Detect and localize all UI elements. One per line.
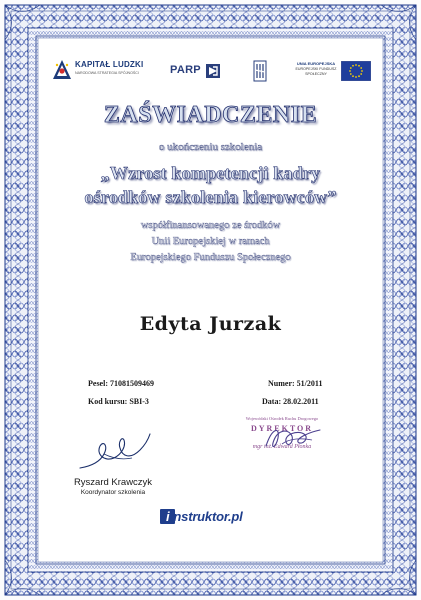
stamp-institution: Wojewódzki Ośrodek Ruchu Drogowego <box>245 416 319 421</box>
stamp-position: DYREKTOR <box>250 424 314 433</box>
kapital-ludzki-logo <box>52 59 162 87</box>
instruktor-logo-initial: i <box>166 509 170 524</box>
course-title-line-2: ośrodków szkolenia kierowców” <box>84 187 337 207</box>
certificate-number-field: Numer: 51/2011 <box>268 379 323 388</box>
eu-logo-title: UNIA EUROPEJSKA <box>296 61 336 66</box>
kapital-ludzki-subtitle: NARODOWA STRATEGIA SPÓJNOŚCI <box>75 71 139 75</box>
coordinator-signature <box>74 428 154 476</box>
parp-logo-text: PARP <box>170 64 201 76</box>
cofinanced-line-3: Europejskiego Funduszu Społecznego <box>130 252 291 263</box>
coordinator-role: Koordynator szkolenia <box>80 489 146 496</box>
eu-logo-subtitle: EUROPEJSKI FUNDUSZ SPOŁECZNY <box>295 67 337 76</box>
emblem-logo-icon <box>253 60 267 82</box>
instruktor-logo-text <box>166 509 243 524</box>
instruktor-logo-label <box>166 509 243 524</box>
cofinanced-line-2: Unii Europejskiej w ramach <box>151 236 270 247</box>
stamp-person: mgr inż. Edward Płonka <box>252 444 312 450</box>
certificate-title: ZAŚWIADCZENIE <box>103 102 318 128</box>
course-title-line-1: „Wzrost kompetencji kadry <box>100 163 321 183</box>
kapital-ludzki-mark-icon <box>52 59 72 81</box>
instruktor-logo <box>160 507 264 527</box>
parp-logo <box>170 63 230 81</box>
instruktor-logo-rest: nstruktor.pl <box>173 509 243 524</box>
course-code-field: Kod kursu: SBI-3 <box>88 397 149 406</box>
kapital-ludzki-title: KAPITAŁ LUDZKI <box>75 60 144 69</box>
eu-flag-icon <box>341 61 371 81</box>
coordinator-name: Ryszard Krawczyk <box>73 477 153 488</box>
director-signature <box>258 424 328 454</box>
certificate-subtitle: o ukończeniu szkolenia <box>158 141 263 153</box>
parp-mark-icon <box>206 64 220 78</box>
pesel-field: Pesel: 71081509469 <box>88 379 154 388</box>
cofinanced-line-1: współfinansowanego ze środków <box>140 220 281 231</box>
eu-logo <box>293 60 373 84</box>
recipient-name: Edyta Jurzak <box>139 313 282 335</box>
date-field: Data: 28.02.2011 <box>262 397 319 406</box>
